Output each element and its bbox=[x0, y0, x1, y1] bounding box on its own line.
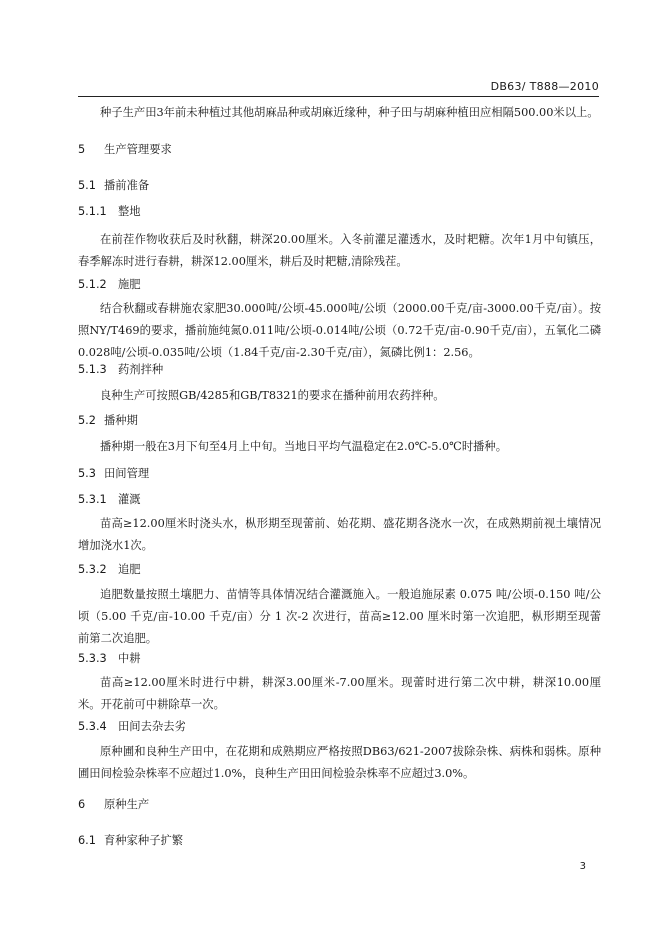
heading-5-1-2: 5.1.2 施肥 bbox=[78, 278, 141, 291]
heading-5-3: 5.3 田间管理 bbox=[78, 467, 150, 480]
paragraph-5-3-4: 原种圃和良种生产田中，在花期和成熟期应严格按照DB63/621-2007拔除杂株、病株和弱株。原种圃田间检验杂株率不应超过1.0%，良种生产田田间检验杂株率不应超过3.0%。 bbox=[78, 745, 601, 780]
heading-5: 5 生产管理要求 bbox=[78, 143, 172, 156]
heading-5-1-3: 5.1.3 药剂拌种 bbox=[78, 363, 164, 376]
paragraph-5-1-1: 在前茬作物收获后及时秋翻，耕深20.00厘米。入冬前灌足灌透水，及时耙糖。次年1月中旬镇压，春季解冻时进行春耕，耕深12.00厘米，耕后及时耙糖,清除残茬。 bbox=[78, 233, 601, 268]
heading-6-1: 6.1 育种家种子扩繁 bbox=[78, 834, 184, 847]
heading-5-2: 5.2 播种期 bbox=[78, 414, 138, 427]
paragraph-5-2: 播种期一般在3月下旬至4月上中旬。当地日平均气温稳定在2.0℃-5.0℃时播种。 bbox=[100, 440, 508, 453]
document-code: DB63/ T888—2010 bbox=[490, 80, 599, 93]
heading-5-3-1: 5.3.1 灌溉 bbox=[78, 493, 141, 506]
paragraph-5-1-2: 结合秋翻或春耕施农家肥30.000吨/公顷-45.000吨/公顷（2000.00千克/亩-3000.00千克/亩）。按照NY/T469的要求，播前施纯氮0.011吨/公顷-0.014吨/公顷（0.72千克/亩-0.90千克/亩），五氧化二磷0.028吨/公顷-0.035吨/公顷（1.84千克/亩-2.30千克/亩），氮磷比例1：2.56。 bbox=[78, 302, 601, 359]
paragraph-isolation: 种子生产田3年前未种植过其他胡麻品种或胡麻近缘种，种子田与胡麻种植田应相隔500.00米以上。 bbox=[100, 106, 599, 119]
paragraph-5-3-2: 追肥数量按照土壤肥力、苗情等具体情况结合灌溉施入。一般追施尿素 0.075 吨/公顷-0.150 吨/公顷（5.00 千克/亩-10.00 千克/亩）分 1 次-2 次进行，苗高≥12.00 厘米时第一次追肥，枞形期至现蕾前第二次追肥。 bbox=[78, 588, 601, 645]
page-number: 3 bbox=[579, 861, 586, 872]
paragraph-5-3-1: 苗高≥12.00厘米时浇头水，枞形期至现蕾前、始花期、盛花期各浇水一次，在成熟期前视土壤情况增加浇水1次。 bbox=[78, 517, 601, 552]
heading-5-3-2: 5.3.2 追肥 bbox=[78, 563, 141, 576]
heading-6: 6 原种生产 bbox=[78, 798, 150, 811]
heading-5-1: 5.1 播前准备 bbox=[78, 179, 150, 192]
paragraph-5-3-3: 苗高≥12.00厘米时进行中耕，耕深3.00厘米-7.00厘米。现蕾时进行第二次中耕，耕深10.00厘米。开花前可中耕除草一次。 bbox=[78, 676, 601, 711]
paragraph-5-1-3: 良种生产可按照GB/4285和GB/T8321的要求在播种前用农药拌种。 bbox=[100, 389, 445, 402]
header-rule bbox=[78, 96, 599, 97]
heading-5-1-1: 5.1.1 整地 bbox=[78, 205, 141, 218]
heading-5-3-4: 5.3.4 田间去杂去劣 bbox=[78, 720, 186, 733]
heading-5-3-3: 5.3.3 中耕 bbox=[78, 652, 141, 665]
